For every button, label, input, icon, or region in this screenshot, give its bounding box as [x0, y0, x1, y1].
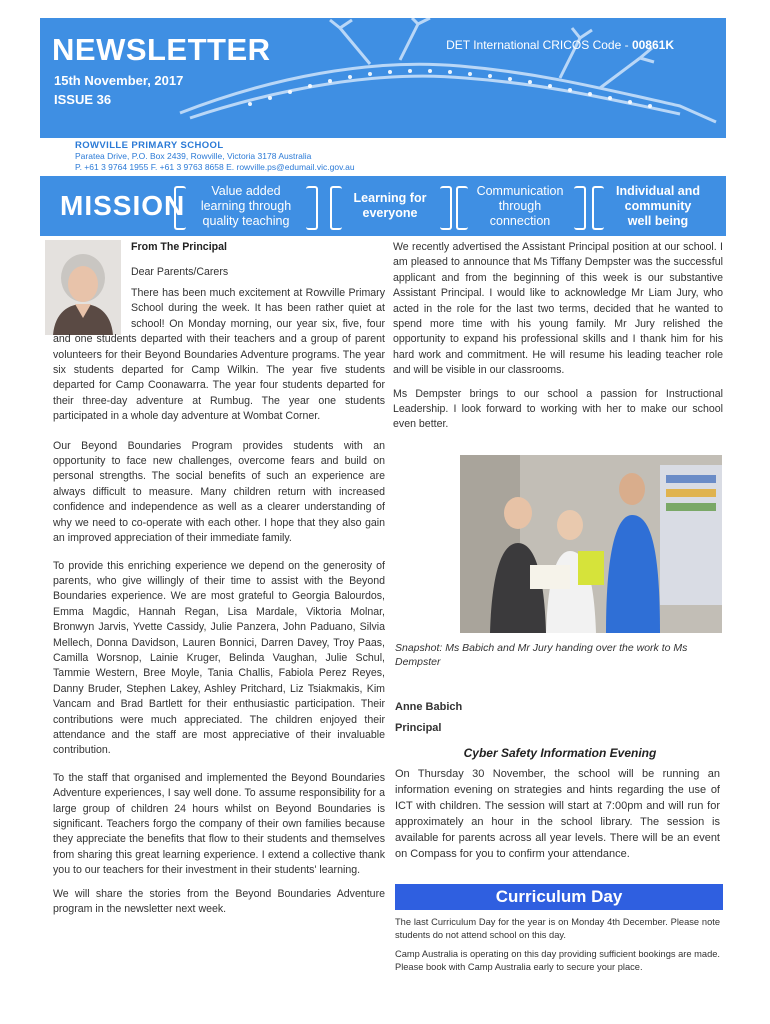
cyber-safety-heading: Cyber Safety Information Evening	[463, 746, 657, 760]
school-address: Paratea Drive, P.O. Box 2439, Rowville, Victoria 3178 Australia	[75, 151, 312, 161]
mission-item-wellbeing	[604, 176, 712, 236]
mission-item-communication	[466, 176, 574, 236]
newsletter-banner	[40, 18, 726, 138]
mission-line: community	[624, 198, 692, 213]
greeting: Dear Parents/Carers	[131, 266, 229, 279]
float-spacer	[53, 286, 131, 332]
mission-line: Value added	[211, 183, 281, 198]
mission-item-learning	[340, 176, 440, 236]
cricos-code	[446, 38, 674, 52]
photo-caption: Snapshot: Ms Babich and Mr Jury handing over the work to Ms Dempster	[395, 642, 688, 668]
school-contact: P. +61 3 9764 1955 F. +61 3 9763 8658 E. rowville.ps@edumail.vic.gov.au	[75, 162, 355, 172]
curriculum-day-paragraph-2: Camp Australia is operating on this day providing sufficient bookings are made. Please book with Camp Australia early to secure your place.	[395, 949, 720, 972]
mission-line: connection	[489, 213, 551, 228]
snapshot-photo	[460, 455, 722, 633]
bracket-right-icon	[440, 186, 452, 230]
cricos-label: DET International CRICOS Code -	[446, 38, 632, 52]
mission-item-value-added	[186, 176, 306, 236]
assistant-principal-paragraph: We recently advertised the Assistant Principal position at our school. I am pleased to announce that Ms Tiffany Dempster was the successful applicant and from the beginning of this week is our substantive Assistant Principal. I would like to acknowledge Mr Liam Jury, who acted in the role for the last two terms, decided that he wanted to spend more time with his young family. Mr Jury relished the opportunity to expand his professional skills and I thank him for his hard work and commitment. He will resume his leading teacher role and will be visible in our classrooms.	[393, 241, 723, 377]
cyber-safety-text: On Thursday 30 November, the school will be running an information evening on strategies and hints regarding the use of ICT with children. The session will start at 7:00pm and will run for approximately an hour in the school library. The session is available for parents across all year levels. There will be an event on Compass for you to confirm your attendance.	[395, 768, 720, 860]
mission-line: learning through	[200, 198, 292, 213]
curriculum-day-heading: Curriculum Day	[395, 884, 723, 910]
newsletter-title: NEWSLETTER	[52, 32, 271, 67]
mission-line: quality teaching	[202, 213, 290, 228]
principal-heading: From The Principal	[131, 241, 227, 253]
cricos-number: 00861K	[631, 38, 674, 52]
mission-line: Individual and	[615, 183, 701, 198]
signature-name: Anne Babich	[395, 701, 463, 713]
bracket-left-icon	[592, 186, 604, 230]
assistant-principal-article	[393, 240, 723, 441]
signature-role: Principal	[395, 722, 442, 734]
principal-paragraph-3: To provide this enriching experience we depend on the generosity of parents, who give willingly of their time to assist with the Beyond Boundaries experience. We are most grateful to Georgia Balourdos, Emma Magdic, Hannah Regan, Lisa Mardale, Viktoria Molnar, Bronwyn Jarvis, Yvette Cassidy, Julie Panzera, John Paduano, Silvia Mellech, Donna Davidson, Lauren Bonnici, Darren Davey, Troy Paas, Camilla Worsnop, Lainie Kruger, Belinda Vaughan, Julie Schul, Tammie Western, Bree Moyle, Tania Challis, Fabiola Perez Reyes, Danny Bruder, Stephen Lakey, Ashley Pritchard, Liz Tsiakmakis, Kim Vancam and Brad Bartlett for their enthusiastic participation. Their contributions were much appreciated. The children enjoyed their attendance and the staff are most appreciative of their invaluable contribution.	[53, 559, 385, 757]
mission-line: Communication	[476, 183, 564, 198]
principal-paragraph-1	[53, 286, 385, 425]
bracket-right-icon	[306, 186, 318, 230]
principal-paragraph-2: Our Beyond Boundaries Program provides students with an opportunity to face new challenges, overcome fears and build on personal strengths. The social benefits of such an experience are always difficult to measure. Many children return with increased confidence and independence as well as a clearer understanding of why we need to co-operate with each other. I hope that they also gain an improved appreciation of their immediate family.	[53, 439, 385, 545]
newsletter-date: 15th November, 2017	[54, 73, 184, 88]
newsletter-issue: ISSUE 36	[54, 92, 112, 107]
bracket-right-icon	[574, 186, 586, 230]
school-name: ROWVILLE PRIMARY SCHOOL	[75, 140, 224, 151]
principal-intro	[131, 240, 385, 289]
school-details	[75, 140, 355, 173]
curriculum-day-paragraph-1: The last Curriculum Day for the year is on Monday 4th December. Please note students do not attend school on this day.	[395, 917, 720, 940]
mission-bar	[40, 176, 726, 236]
principal-paragraph-1-text: There has been much excitement at Rowville Primary School during the week. It has been rather quiet at school! On Monday morning, our year six, five, four and one students departed with their teachers and a group of parent volunteers for their Beyond Boundaries Adventure programs. The year six students departed for Camp Wilkin. The year five students departed for Camp Coonawarra. The year four students departed for their three-day adventure at Rumbug. The year one students participated in a whole day adventure at Wombat Corner.	[53, 287, 385, 423]
principal-paragraph-5: We will share the stories from the Beyond Boundaries Adventure program in the newsletter next week.	[53, 887, 385, 916]
principal-paragraph-4: To the staff that organised and implemented the Beyond Boundaries Adventure experiences, I say well done. To assume responsibility for a large group of children 24 hours whilst on Beyond Boundaries is significant. Teachers forgo the company of their own families because they appreciate the benefits that flow to their students and themselves from sharing this great learning experience. I extend a collective thank you to our teachers for their investment in their students' learning.	[53, 771, 385, 877]
mission-line: Learning for	[353, 191, 427, 205]
mission-title: MISSION	[60, 190, 186, 221]
mission-line: through	[498, 198, 542, 213]
handover-photo-icon	[460, 455, 722, 633]
mission-line: well being	[627, 213, 689, 228]
mission-line: everyone	[362, 206, 418, 220]
principal-body	[53, 286, 385, 925]
bracket-left-icon	[174, 186, 186, 230]
dempster-paragraph: Ms Dempster brings to our school a passion for Instructional Leadership. I look forward to working with her to make our school even better.	[393, 387, 723, 431]
